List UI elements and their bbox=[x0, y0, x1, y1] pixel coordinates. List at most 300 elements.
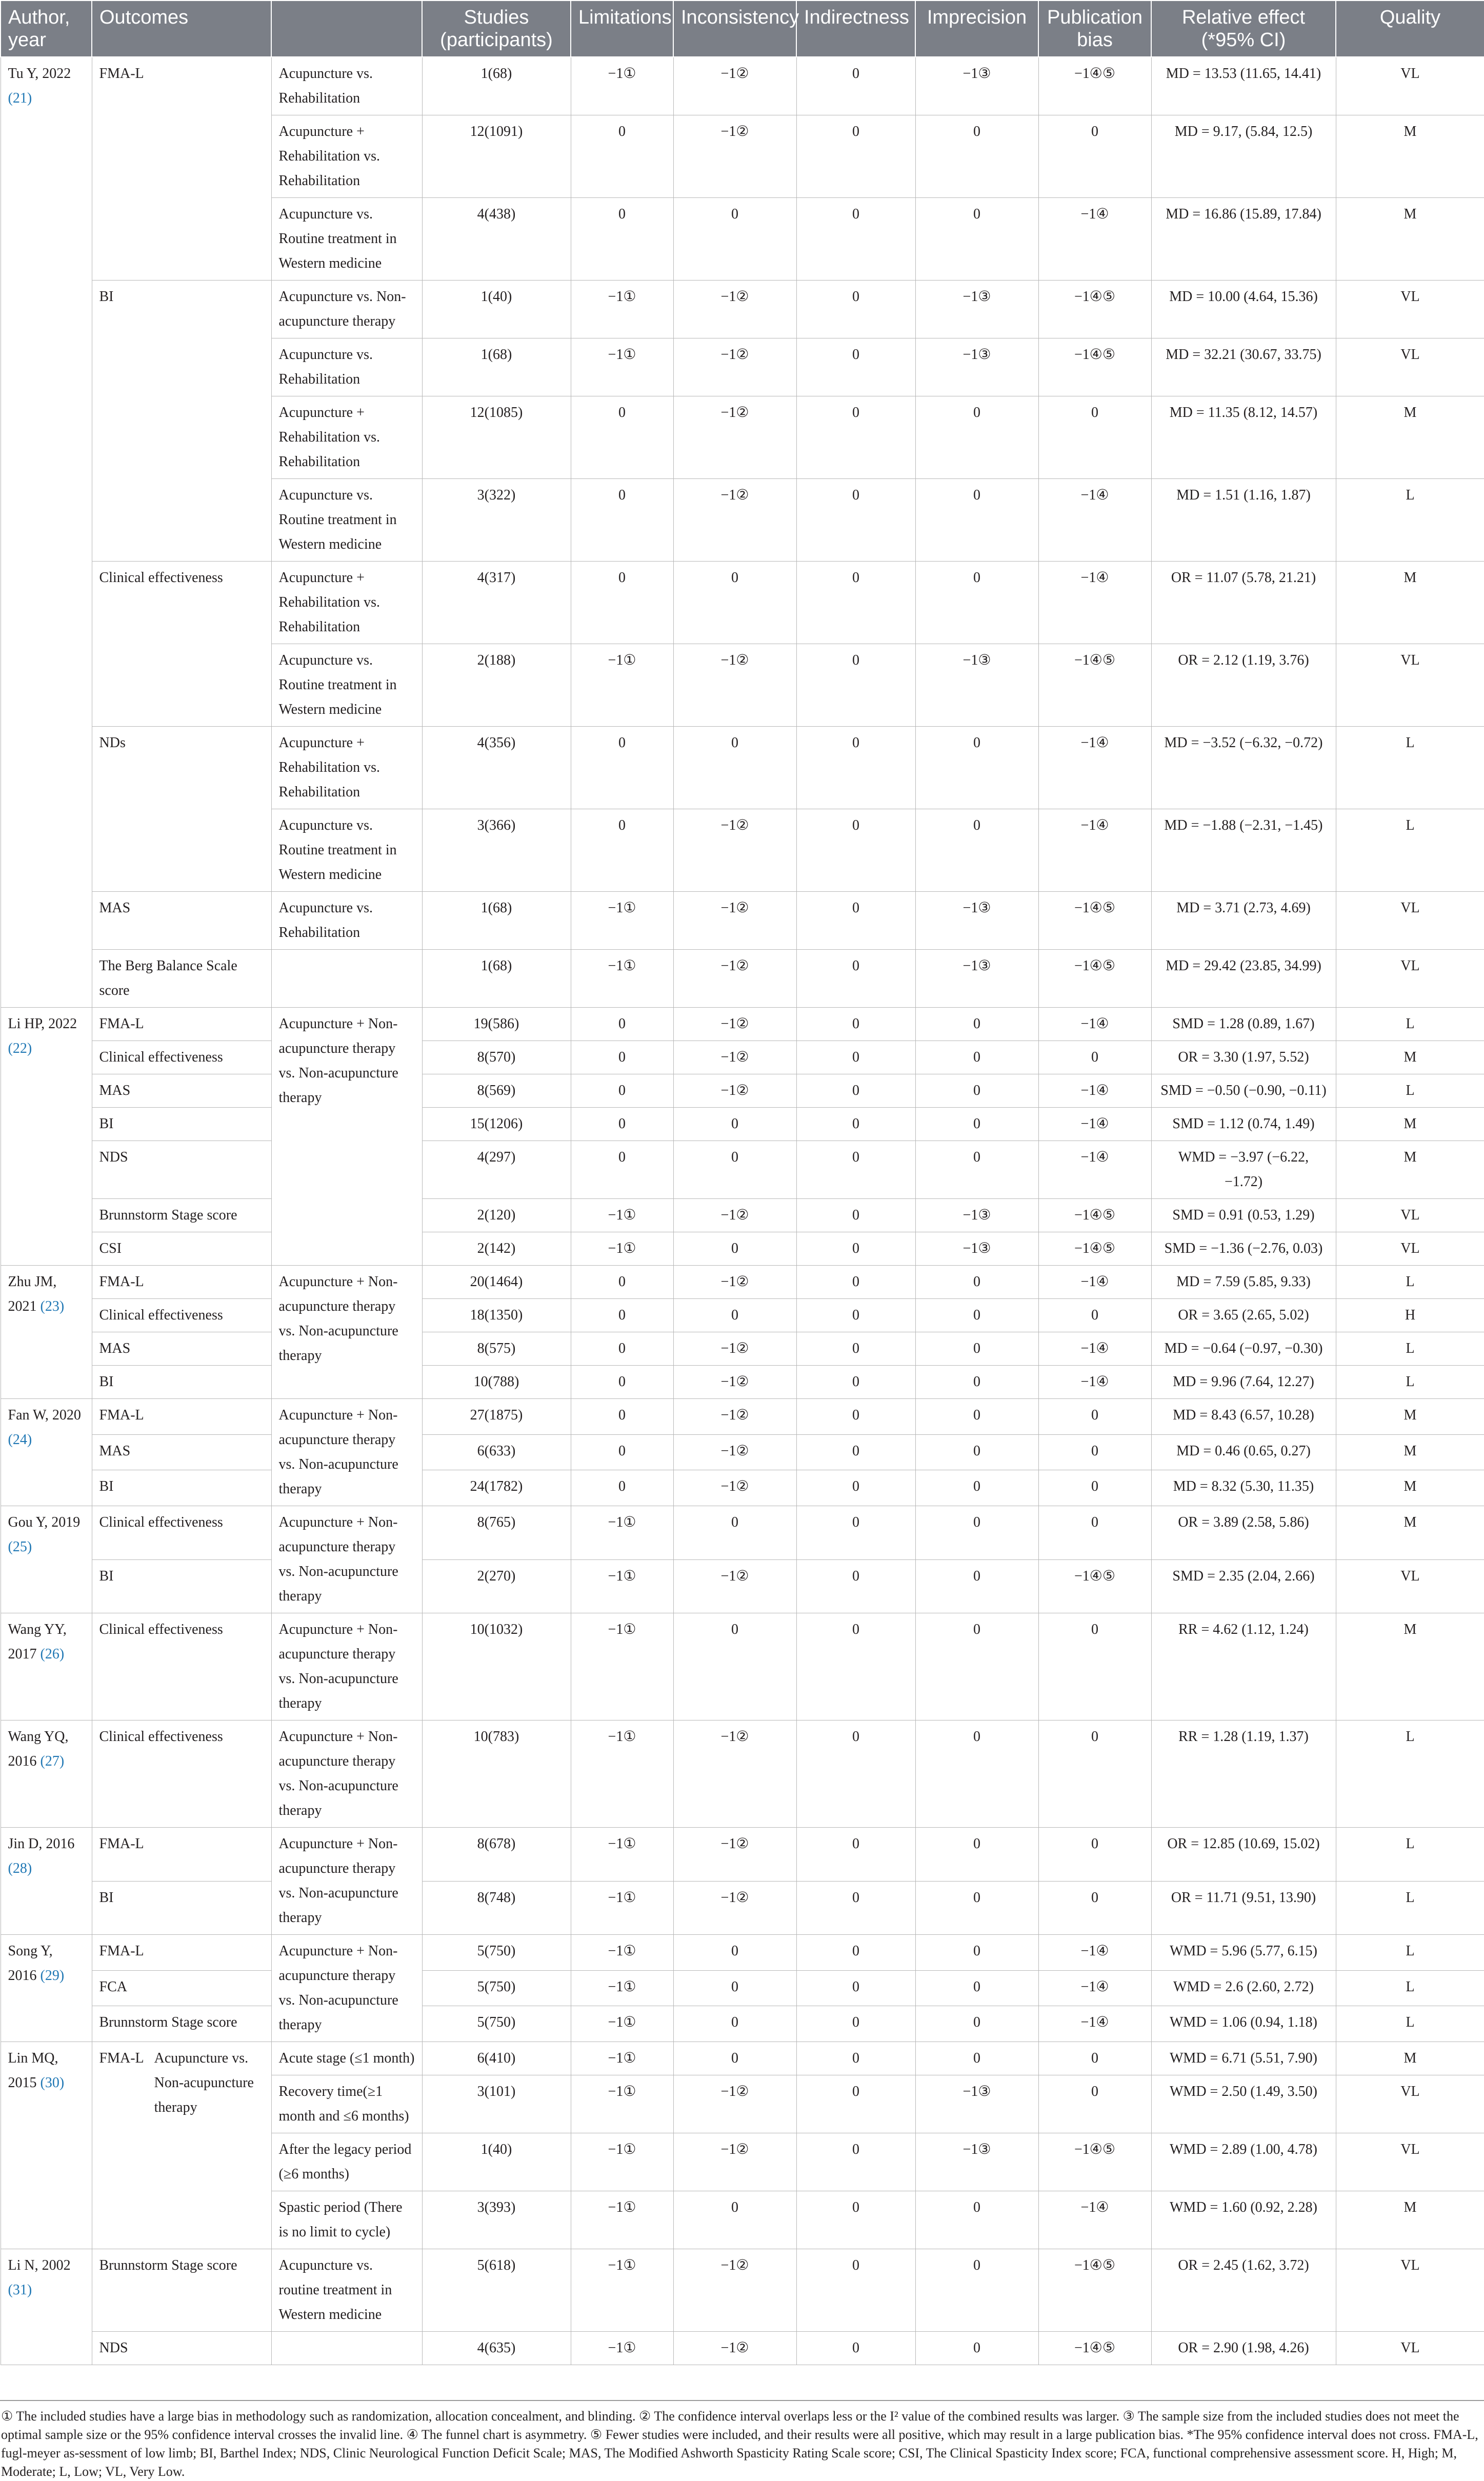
comparison-cell: Acupuncture + Rehabilitation vs. Rehabilitation bbox=[271, 396, 422, 479]
inconsistency-cell: −1② bbox=[673, 2075, 796, 2133]
comparison-cell bbox=[271, 2332, 422, 2365]
inconsistency-cell: −1② bbox=[673, 57, 796, 115]
imprecision-cell: −1③ bbox=[915, 2133, 1038, 2191]
inconsistency-cell: −1② bbox=[673, 1266, 796, 1299]
indirectness-cell: 0 bbox=[796, 1470, 915, 1506]
relative-effect-cell: MD = 13.53 (11.65, 14.41) bbox=[1151, 57, 1336, 115]
indirectness-cell: 0 bbox=[796, 1199, 915, 1232]
indirectness-cell: 0 bbox=[796, 2075, 915, 2133]
publication-bias-cell: −1④ bbox=[1038, 1074, 1151, 1108]
studies-cell: 8(569) bbox=[422, 1074, 571, 1108]
inconsistency-cell: −1② bbox=[673, 1041, 796, 1074]
indirectness-cell: 0 bbox=[796, 1232, 915, 1266]
imprecision-cell: −1③ bbox=[915, 1232, 1038, 1266]
table-row bbox=[1, 1559, 1484, 1613]
footnote-text: ① The included studies have a large bias in methodology such as randomization, allocation concealment, and blinding. ② The confidence interval overlaps less or the I² value of the combined results was larger. ③ The sample size from the included studies does not meet the optimal sample size or the 95% confidence interval crosses the invalid line. ④ The funnel chart is asymmetry. ⑤ Fewer studies were included, and their results were all positive, which may result in a large publication bias. *The 95% confidence interval does not cross. FMA-L, fugl-meyer as-sessment of low limb; BI, Barthel Index; NDS, Clinic Neurological Function Deficit Scale; MAS, The Modified Ashworth Spasticity Rating Scale score; CSI, The Clinical Spasticity Index score; FCA, functional comprehensive assessment score. H, High; M, Moderate; L, Low; VL, Very Low. bbox=[1, 2409, 1478, 2479]
reference-link[interactable]: (30) bbox=[40, 2075, 65, 2091]
outcome-cell: MAS bbox=[92, 1074, 271, 1108]
publication-bias-cell: −1④⑤ bbox=[1038, 1232, 1151, 1266]
outcome-cell: NDS bbox=[92, 1141, 271, 1199]
studies-cell: 10(788) bbox=[422, 1366, 571, 1399]
publication-bias-cell: 0 bbox=[1038, 1470, 1151, 1506]
author-year-cell bbox=[1, 1266, 92, 1399]
author-year: Jin D, 2016 bbox=[8, 1836, 75, 1852]
indirectness-cell: 0 bbox=[796, 57, 915, 115]
relative-effect-cell: WMD = −3.97 (−6.22, −1.72) bbox=[1151, 1141, 1336, 1199]
studies-cell: 1(40) bbox=[422, 2133, 571, 2191]
relative-effect-cell: WMD = 5.96 (5.77, 6.15) bbox=[1151, 1935, 1336, 1971]
publication-bias-cell: −1④ bbox=[1038, 198, 1151, 281]
limitations-cell: 0 bbox=[571, 1470, 673, 1506]
relative-effect-cell: MD = 8.43 (6.57, 10.28) bbox=[1151, 1399, 1336, 1435]
inconsistency-cell: 0 bbox=[673, 562, 796, 644]
publication-bias-cell: −1④ bbox=[1038, 1108, 1151, 1141]
table-row bbox=[1, 1074, 1484, 1108]
table-row bbox=[1, 562, 1484, 644]
table-row bbox=[1, 2042, 1484, 2075]
reference-link[interactable]: (31) bbox=[8, 2282, 32, 2298]
inconsistency-cell: −1② bbox=[673, 2332, 796, 2365]
studies-cell: 5(750) bbox=[422, 2006, 571, 2042]
table-row bbox=[1, 2006, 1484, 2042]
indirectness-cell: 0 bbox=[796, 1881, 915, 1935]
imprecision-cell: 0 bbox=[915, 396, 1038, 479]
relative-effect-cell: MD = 7.59 (5.85, 9.33) bbox=[1151, 1266, 1336, 1299]
outcome-cell: BI bbox=[92, 1470, 271, 1506]
outcome-cell: Clinical effectiveness bbox=[92, 562, 271, 727]
table-row bbox=[1, 1008, 1484, 1041]
outcome-cell: BI bbox=[92, 1108, 271, 1141]
outcome-cell: Clinical effectiveness bbox=[92, 1720, 271, 1828]
limitations-cell: 0 bbox=[571, 396, 673, 479]
imprecision-cell: −1③ bbox=[915, 1199, 1038, 1232]
inconsistency-cell: −1② bbox=[673, 1366, 796, 1399]
reference-link[interactable]: (25) bbox=[8, 1539, 32, 1555]
stage-label: After the legacy period (≥6 months) bbox=[278, 2142, 412, 2182]
author-year-cell bbox=[1, 2042, 92, 2249]
comparison-cell: Acupuncture vs. Rehabilitation bbox=[271, 338, 422, 396]
author-year: Fan W, 2020 bbox=[8, 1407, 81, 1423]
relative-effect-cell: MD = 10.00 (4.64, 15.36) bbox=[1151, 281, 1336, 338]
indirectness-cell: 0 bbox=[796, 1970, 915, 2006]
inconsistency-cell: 0 bbox=[673, 1108, 796, 1141]
limitations-cell: −1① bbox=[571, 2075, 673, 2133]
reference-link[interactable]: (23) bbox=[40, 1298, 65, 1314]
publication-bias-cell: 0 bbox=[1038, 2042, 1151, 2075]
relative-effect-cell: RR = 1.28 (1.19, 1.37) bbox=[1151, 1720, 1336, 1828]
comparison-cell: Acupuncture + Rehabilitation vs. Rehabilitation bbox=[271, 115, 422, 198]
table-row bbox=[1, 1366, 1484, 1399]
publication-bias-cell: −1④ bbox=[1038, 1008, 1151, 1041]
indirectness-cell: 0 bbox=[796, 2332, 915, 2365]
indirectness-cell: 0 bbox=[796, 1559, 915, 1613]
relative-effect-cell: SMD = 1.28 (0.89, 1.67) bbox=[1151, 1008, 1336, 1041]
limitations-cell: 0 bbox=[571, 1108, 673, 1141]
outcome-cell: BI bbox=[92, 281, 271, 562]
publication-bias-cell: 0 bbox=[1038, 1881, 1151, 1935]
outcome-cell: NDs bbox=[92, 727, 271, 892]
inconsistency-cell: −1② bbox=[673, 1828, 796, 1882]
imprecision-cell: 0 bbox=[915, 1266, 1038, 1299]
table-row bbox=[1, 1399, 1484, 1435]
table-row bbox=[1, 1935, 1484, 1971]
reference-link[interactable]: (26) bbox=[40, 1646, 65, 1662]
table-row bbox=[1, 1720, 1484, 1828]
studies-cell: 3(322) bbox=[422, 479, 571, 562]
limitations-cell: −1① bbox=[571, 1559, 673, 1613]
studies-cell: 4(438) bbox=[422, 198, 571, 281]
comparison-cell: Acupuncture vs. Routine treatment in Western medicine bbox=[271, 198, 422, 281]
relative-effect-cell: MD = 29.42 (23.85, 34.99) bbox=[1151, 950, 1336, 1008]
imprecision-cell: 0 bbox=[915, 1470, 1038, 1506]
quality-cell: L bbox=[1336, 727, 1484, 809]
relative-effect-cell: OR = 2.90 (1.98, 4.26) bbox=[1151, 2332, 1336, 2365]
author-year-cell bbox=[1, 2249, 92, 2365]
quality-cell: L bbox=[1336, 2006, 1484, 2042]
author-year-cell bbox=[1, 1828, 92, 1935]
imprecision-cell: 0 bbox=[915, 1108, 1038, 1141]
limitations-cell: 0 bbox=[571, 727, 673, 809]
author-year-cell bbox=[1, 1935, 92, 2042]
comparison-cell: Acupuncture + Non-acupuncture therapy vs. Non-acupuncture therapy bbox=[271, 1828, 422, 1935]
inconsistency-cell: 0 bbox=[673, 1232, 796, 1266]
quality-cell: M bbox=[1336, 1141, 1484, 1199]
quality-cell: M bbox=[1336, 1041, 1484, 1074]
comparison-cell: Acupuncture vs. Rehabilitation bbox=[271, 892, 422, 950]
outcome-cell: CSI bbox=[92, 1232, 271, 1266]
limitations-cell: −1① bbox=[571, 1828, 673, 1882]
studies-cell: 8(765) bbox=[422, 1506, 571, 1560]
relative-effect-cell: MD = 11.35 (8.12, 14.57) bbox=[1151, 396, 1336, 479]
imprecision-cell: 0 bbox=[915, 562, 1038, 644]
outcome-cell: Clinical effectiveness bbox=[92, 1299, 271, 1332]
outcome-cell: FMA-L bbox=[92, 1399, 271, 1435]
indirectness-cell: 0 bbox=[796, 1266, 915, 1299]
limitations-cell: 0 bbox=[571, 1041, 673, 1074]
quality-cell: M bbox=[1336, 1108, 1484, 1141]
limitations-cell: −1① bbox=[571, 1506, 673, 1560]
reference-link[interactable]: (24) bbox=[8, 1432, 32, 1448]
indirectness-cell: 0 bbox=[796, 2133, 915, 2191]
relative-effect-cell: OR = 3.30 (1.97, 5.52) bbox=[1151, 1041, 1336, 1074]
indirectness-cell: 0 bbox=[796, 1041, 915, 1074]
publication-bias-cell: −1④⑤ bbox=[1038, 338, 1151, 396]
relative-effect-cell: SMD = 2.35 (2.04, 2.66) bbox=[1151, 1559, 1336, 1613]
quality-cell: L bbox=[1336, 1366, 1484, 1399]
indirectness-cell: 0 bbox=[796, 281, 915, 338]
inconsistency-cell: −1② bbox=[673, 950, 796, 1008]
table-row bbox=[1, 1881, 1484, 1935]
outcome-cell: Clinical effectiveness bbox=[92, 1613, 271, 1720]
table-row bbox=[1, 1199, 1484, 1232]
comparison-cell: Acupuncture vs. Routine treatment in Western medicine bbox=[271, 479, 422, 562]
table-row bbox=[1, 1141, 1484, 1199]
limitations-cell: 0 bbox=[571, 1141, 673, 1199]
author-year-cell bbox=[1, 1506, 92, 1613]
relative-effect-cell: WMD = 2.89 (1.00, 4.78) bbox=[1151, 2133, 1336, 2191]
imprecision-cell: 0 bbox=[915, 1366, 1038, 1399]
studies-cell: 15(1206) bbox=[422, 1108, 571, 1141]
limitations-cell: 0 bbox=[571, 115, 673, 198]
relative-effect-cell: MD = 9.17, (5.84, 12.5) bbox=[1151, 115, 1336, 198]
indirectness-cell: 0 bbox=[796, 1399, 915, 1435]
table-row bbox=[1, 1232, 1484, 1266]
limitations-cell: 0 bbox=[571, 1266, 673, 1299]
table-row bbox=[1, 1970, 1484, 2006]
studies-cell: 27(1875) bbox=[422, 1399, 571, 1435]
comparison-cell bbox=[271, 2191, 422, 2249]
inconsistency-cell: −1② bbox=[673, 1470, 796, 1506]
author-year: Lin MQ, 2015 bbox=[8, 2050, 58, 2091]
studies-cell: 8(748) bbox=[422, 1881, 571, 1935]
studies-cell: 1(40) bbox=[422, 281, 571, 338]
publication-bias-cell: −1④⑤ bbox=[1038, 644, 1151, 727]
relative-effect-cell: MD = 9.96 (7.64, 12.27) bbox=[1151, 1366, 1336, 1399]
outcome-cell: The Berg Balance Scale score bbox=[92, 950, 271, 1008]
indirectness-cell: 0 bbox=[796, 2006, 915, 2042]
publication-bias-cell: −1④ bbox=[1038, 1935, 1151, 1971]
publication-bias-cell: 0 bbox=[1038, 1434, 1151, 1470]
relative-effect-cell: WMD = 2.6 (2.60, 2.72) bbox=[1151, 1970, 1336, 2006]
studies-cell: 24(1782) bbox=[422, 1470, 571, 1506]
limitations-cell: 0 bbox=[571, 479, 673, 562]
publication-bias-cell: −1④⑤ bbox=[1038, 2133, 1151, 2191]
limitations-cell: −1① bbox=[571, 57, 673, 115]
indirectness-cell: 0 bbox=[796, 727, 915, 809]
imprecision-cell: 0 bbox=[915, 1881, 1038, 1935]
limitations-cell: −1① bbox=[571, 892, 673, 950]
publication-bias-cell: 0 bbox=[1038, 1613, 1151, 1720]
inconsistency-cell: −1② bbox=[673, 1881, 796, 1935]
quality-cell: VL bbox=[1336, 2133, 1484, 2191]
publication-bias-cell: −1④ bbox=[1038, 1332, 1151, 1366]
relative-effect-cell: OR = 11.07 (5.78, 21.21) bbox=[1151, 562, 1336, 644]
comparison-cell bbox=[271, 2133, 422, 2191]
reference-link[interactable]: (22) bbox=[8, 1041, 32, 1056]
reference-link[interactable]: (27) bbox=[40, 1753, 65, 1769]
indirectness-cell: 0 bbox=[796, 1828, 915, 1882]
author-year: Li N, 2002 bbox=[8, 2257, 71, 2273]
table-row bbox=[1, 1434, 1484, 1470]
quality-cell: L bbox=[1336, 1935, 1484, 1971]
limitations-cell: 0 bbox=[571, 198, 673, 281]
relative-effect-cell: WMD = 1.06 (0.94, 1.18) bbox=[1151, 2006, 1336, 2042]
indirectness-cell: 0 bbox=[796, 479, 915, 562]
inconsistency-cell: 0 bbox=[673, 1970, 796, 2006]
studies-cell: 8(575) bbox=[422, 1332, 571, 1366]
author-year: Gou Y, 2019 bbox=[8, 1514, 81, 1530]
indirectness-cell: 0 bbox=[796, 1108, 915, 1141]
quality-cell: M bbox=[1336, 1470, 1484, 1506]
quality-cell: L bbox=[1336, 1881, 1484, 1935]
studies-cell: 12(1091) bbox=[422, 115, 571, 198]
header-quality: Quality bbox=[1336, 1, 1484, 57]
limitations-cell: 0 bbox=[571, 1074, 673, 1108]
inconsistency-cell: 0 bbox=[673, 2191, 796, 2249]
publication-bias-cell: −1④⑤ bbox=[1038, 892, 1151, 950]
inconsistency-cell: −1② bbox=[673, 1008, 796, 1041]
studies-cell: 10(783) bbox=[422, 1720, 571, 1828]
reference-link[interactable]: (21) bbox=[8, 90, 32, 106]
outcome-cell: BI bbox=[92, 1366, 271, 1399]
studies-cell: 2(120) bbox=[422, 1199, 571, 1232]
publication-bias-cell: −1④⑤ bbox=[1038, 2249, 1151, 2332]
comparison-cell bbox=[271, 2042, 422, 2075]
quality-cell: VL bbox=[1336, 1199, 1484, 1232]
outcome-cell bbox=[92, 2042, 271, 2249]
quality-cell: VL bbox=[1336, 950, 1484, 1008]
relative-effect-cell: SMD = −0.50 (−0.90, −0.11) bbox=[1151, 1074, 1336, 1108]
publication-bias-cell: −1④⑤ bbox=[1038, 1559, 1151, 1613]
table-footnotes bbox=[0, 2400, 1484, 2481]
table-row bbox=[1, 1470, 1484, 1506]
studies-cell: 2(188) bbox=[422, 644, 571, 727]
author-year-cell bbox=[1, 1720, 92, 1828]
relative-effect-cell: SMD = 1.12 (0.74, 1.49) bbox=[1151, 1108, 1336, 1141]
relative-effect-cell: MD = −3.52 (−6.32, −0.72) bbox=[1151, 727, 1336, 809]
relative-effect-cell: WMD = 6.71 (5.51, 7.90) bbox=[1151, 2042, 1336, 2075]
comparison-cell: Acupuncture + Non-acupuncture therapy vs. Non-acupuncture therapy bbox=[271, 1399, 422, 1506]
imprecision-cell: 0 bbox=[915, 1299, 1038, 1332]
indirectness-cell: 0 bbox=[796, 198, 915, 281]
indirectness-cell: 0 bbox=[796, 644, 915, 727]
quality-cell: VL bbox=[1336, 2332, 1484, 2365]
limitations-cell: −1① bbox=[571, 950, 673, 1008]
inconsistency-cell: −1② bbox=[673, 2249, 796, 2332]
header-relative-effect: Relative effect (*95% CI) bbox=[1151, 1, 1336, 57]
relative-effect-cell: MD = 32.21 (30.67, 33.75) bbox=[1151, 338, 1336, 396]
publication-bias-cell: 0 bbox=[1038, 1399, 1151, 1435]
relative-effect-cell: MD = 8.32 (5.30, 11.35) bbox=[1151, 1470, 1336, 1506]
limitations-cell: 0 bbox=[571, 1332, 673, 1366]
studies-cell: 18(1350) bbox=[422, 1299, 571, 1332]
inconsistency-cell: −1② bbox=[673, 1720, 796, 1828]
comparison-cell bbox=[271, 2075, 422, 2133]
reference-link[interactable]: (29) bbox=[40, 1968, 65, 1984]
studies-cell: 1(68) bbox=[422, 338, 571, 396]
comparison-cell: Acupuncture + Non-acupuncture therapy vs. Non-acupuncture therapy bbox=[271, 1935, 422, 2042]
table-row bbox=[1, 1041, 1484, 1074]
imprecision-cell: −1③ bbox=[915, 950, 1038, 1008]
comparison-cell: Acupuncture + Non-acupuncture therapy vs. Non-acupuncture therapy bbox=[271, 1613, 422, 1720]
outcome-cell: FMA-L bbox=[92, 1828, 271, 1882]
indirectness-cell: 0 bbox=[796, 1299, 915, 1332]
imprecision-cell: 0 bbox=[915, 2332, 1038, 2365]
stage-label: Recovery time(≥1 month and ≤6 months) bbox=[278, 2084, 409, 2124]
inconsistency-cell: 0 bbox=[673, 2006, 796, 2042]
table-row bbox=[1, 1108, 1484, 1141]
outcome-cell: MAS bbox=[92, 892, 271, 950]
publication-bias-cell: 0 bbox=[1038, 1828, 1151, 1882]
limitations-cell: −1① bbox=[571, 1613, 673, 1720]
indirectness-cell: 0 bbox=[796, 1720, 915, 1828]
imprecision-cell: 0 bbox=[915, 1970, 1038, 2006]
limitations-cell: 0 bbox=[571, 1366, 673, 1399]
header-limitations: Limitations bbox=[571, 1, 673, 57]
outcome-cell: FMA-L bbox=[92, 1008, 271, 1041]
quality-cell: L bbox=[1336, 1332, 1484, 1366]
imprecision-cell: 0 bbox=[915, 479, 1038, 562]
publication-bias-cell: −1④ bbox=[1038, 2006, 1151, 2042]
limitations-cell: −1① bbox=[571, 2332, 673, 2365]
table-row bbox=[1, 1828, 1484, 1882]
imprecision-cell: 0 bbox=[915, 1008, 1038, 1041]
comparison-cell: Acupuncture vs. Rehabilitation bbox=[271, 57, 422, 115]
table-row bbox=[1, 892, 1484, 950]
quality-cell: L bbox=[1336, 1828, 1484, 1882]
inconsistency-cell: 0 bbox=[673, 1935, 796, 1971]
indirectness-cell: 0 bbox=[796, 1506, 915, 1560]
imprecision-cell: 0 bbox=[915, 1074, 1038, 1108]
imprecision-cell: 0 bbox=[915, 1828, 1038, 1882]
inconsistency-cell: −1② bbox=[673, 281, 796, 338]
comparison-cell: Acupuncture vs. Routine treatment in Western medicine bbox=[271, 809, 422, 892]
limitations-cell: −1① bbox=[571, 1881, 673, 1935]
author-year: Li HP, 2022 bbox=[8, 1016, 77, 1032]
imprecision-cell: 0 bbox=[915, 198, 1038, 281]
quality-cell: M bbox=[1336, 115, 1484, 198]
indirectness-cell: 0 bbox=[796, 562, 915, 644]
imprecision-cell: 0 bbox=[915, 2042, 1038, 2075]
outcome-cell: FCA bbox=[92, 1970, 271, 2006]
quality-cell: M bbox=[1336, 1434, 1484, 1470]
inconsistency-cell: −1② bbox=[673, 1434, 796, 1470]
imprecision-cell: 0 bbox=[915, 1720, 1038, 1828]
publication-bias-cell: −1④ bbox=[1038, 1266, 1151, 1299]
limitations-cell: −1① bbox=[571, 1232, 673, 1266]
publication-bias-cell: 0 bbox=[1038, 1506, 1151, 1560]
relative-effect-cell: MD = 0.46 (0.65, 0.27) bbox=[1151, 1434, 1336, 1470]
studies-cell: 6(410) bbox=[422, 2042, 571, 2075]
outcome-cell: Clinical effectiveness bbox=[92, 1041, 271, 1074]
header-inconsistency: Inconsistency bbox=[673, 1, 796, 57]
inconsistency-cell: −1② bbox=[673, 892, 796, 950]
inconsistency-cell: 0 bbox=[673, 727, 796, 809]
limitations-cell: 0 bbox=[571, 809, 673, 892]
studies-cell: 1(68) bbox=[422, 950, 571, 1008]
imprecision-cell: 0 bbox=[915, 2191, 1038, 2249]
limitations-cell: 0 bbox=[571, 1399, 673, 1435]
indirectness-cell: 0 bbox=[796, 892, 915, 950]
inconsistency-cell: −1② bbox=[673, 1332, 796, 1366]
header-indirectness: Indirectness bbox=[796, 1, 915, 57]
table-row bbox=[1, 1266, 1484, 1299]
comparison-cell: Acupuncture + Non-acupuncture therapy vs. Non-acupuncture therapy bbox=[271, 1008, 422, 1266]
publication-bias-cell: 0 bbox=[1038, 1720, 1151, 1828]
quality-cell: M bbox=[1336, 2191, 1484, 2249]
author-year-cell bbox=[1, 1008, 92, 1266]
inconsistency-cell: −1② bbox=[673, 2133, 796, 2191]
imprecision-cell: 0 bbox=[915, 1041, 1038, 1074]
indirectness-cell: 0 bbox=[796, 1008, 915, 1041]
quality-cell: L bbox=[1336, 1074, 1484, 1108]
relative-effect-cell: OR = 3.65 (2.65, 5.02) bbox=[1151, 1299, 1336, 1332]
quality-cell: L bbox=[1336, 1970, 1484, 2006]
indirectness-cell: 0 bbox=[796, 1141, 915, 1199]
relative-effect-cell: MD = 3.71 (2.73, 4.69) bbox=[1151, 892, 1336, 950]
publication-bias-cell: −1④⑤ bbox=[1038, 2332, 1151, 2365]
publication-bias-cell: −1④ bbox=[1038, 2191, 1151, 2249]
quality-cell: L bbox=[1336, 1266, 1484, 1299]
imprecision-cell: 0 bbox=[915, 1935, 1038, 1971]
relative-effect-cell: OR = 11.71 (9.51, 13.90) bbox=[1151, 1881, 1336, 1935]
quality-cell: M bbox=[1336, 1399, 1484, 1435]
imprecision-cell: 0 bbox=[915, 727, 1038, 809]
imprecision-cell: 0 bbox=[915, 1434, 1038, 1470]
reference-link[interactable]: (28) bbox=[8, 1860, 32, 1876]
imprecision-cell: 0 bbox=[915, 115, 1038, 198]
inconsistency-cell: 0 bbox=[673, 1299, 796, 1332]
